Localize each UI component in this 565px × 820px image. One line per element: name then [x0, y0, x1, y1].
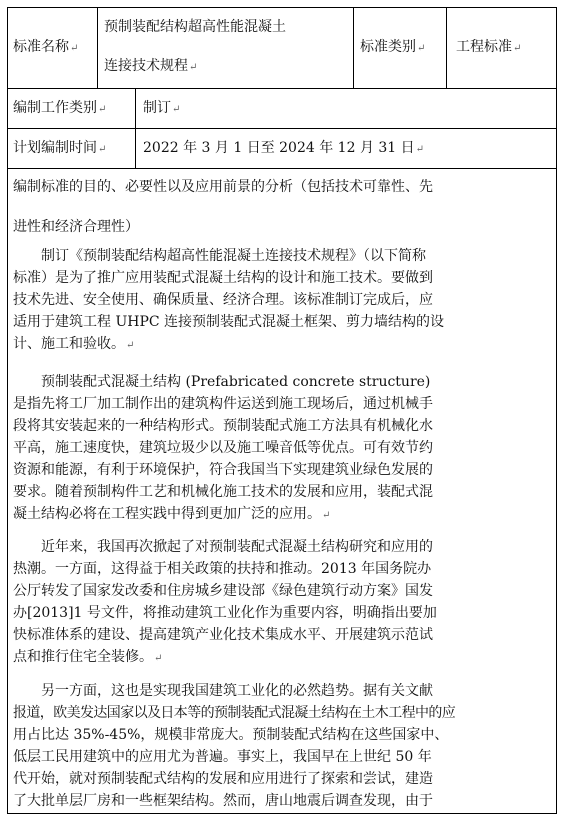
work-type-label: 编制工作类别↵ [13, 100, 107, 116]
table-border-bottom [7, 813, 556, 814]
text-line: 低层工民用建筑中的应用尤为普遍。事实上，我国早在上世纪 50 年 [13, 749, 432, 765]
heading-line: 编制标准的目的、必要性以及应用前景的分析（包括技术可靠性、先 [13, 179, 433, 195]
text-line: 了大批单层厂房和一些框架结构。然而，唐山地震后调查发现，由于 [13, 793, 433, 809]
text-line: 凝土结构必将在工程实践中得到更加广泛的应用。↵ [13, 506, 331, 522]
table-rule [97, 7, 98, 89]
text-line: 报道，欧美发达国家以及日本等的预制装配式混凝土结构在土木工程中的应 [13, 705, 456, 721]
std-category-value: 工程标准↵ [456, 39, 522, 55]
table-border-top [7, 7, 556, 8]
std-name-value-line1: 预制装配结构超高性能混凝土 [104, 19, 286, 35]
plan-time-value: 2022 年 3 月 1 日至 2024 年 12 月 31 日↵ [143, 140, 425, 156]
table-rule [7, 168, 556, 169]
text-line: 点和推行住宅全装修。↵ [13, 649, 163, 665]
text-line: 用占比达 35%-45%，规模非常庞大。预制装配式结构在这些国家中、 [13, 727, 449, 743]
text-line: 办[2013]1 号文件，将推动建筑工业化作为重要内容，明确指出要加 [13, 605, 437, 621]
table-rule [446, 7, 447, 89]
text-line: 代开始，就对预制装配式结构的发展和应用进行了探索和尝试，建造 [13, 771, 433, 787]
std-name-label: 标准名称↵ [13, 39, 79, 55]
text-line: 适用于建筑工程 UHPC 连接预制装配式混凝土框架、剪力墙结构的设 [13, 314, 445, 330]
text-line: 热潮。一方面，这得益于相关政策的扶持和推动。2013 年国务院办 [13, 561, 432, 577]
text-line: 公厅转发了国家发改委和住房城乡建设部《绿色建筑行动方案》国发 [13, 583, 433, 599]
text-line: 技术先进、安全使用、确保质量、经济合理。该标准制订完成后，应 [13, 292, 433, 308]
text-line: 是指先将工厂加工制作出的建筑构件运送到施工现场后，通过机械手 [13, 396, 433, 412]
heading-line: 进性和经济合理性） [13, 219, 139, 235]
text-line: 要求。随着预制构件工艺和机械化施工技术的发展和应用，装配式混 [13, 484, 433, 500]
std-category-label: 标准类别↵ [360, 39, 426, 55]
text-line: 近年来，我国再次掀起了对预制装配式混凝土结构研究和应用的 [41, 539, 433, 555]
text-line: 快标准体系的建设、提高建筑产业化技术集成水平、开展建筑示范试 [13, 627, 433, 643]
text-line: 制订《预制装配结构超高性能混凝土连接技术规程》（以下简称 [41, 248, 426, 264]
work-type-value: 制订↵ [143, 100, 181, 116]
text-line: 预制装配式混凝土结构 (Prefabricated concrete structure) [41, 374, 431, 390]
table-border-left [7, 7, 8, 814]
table-border-right [556, 7, 557, 814]
text-line: 计、施工和验收。↵ [13, 336, 135, 352]
text-line: 段将其安装起来的一种结构形式。预制装配式施工方法具有机械化水 [13, 418, 433, 434]
std-name-value-line2: 连接技术规程↵ [104, 58, 198, 74]
table-rule [135, 88, 136, 169]
table-rule [7, 88, 556, 89]
table-rule [7, 128, 556, 129]
text-line: 标准）是为了推广应用装配式混凝土结构的设计和施工技术。要做到 [13, 270, 433, 286]
table-rule [353, 7, 354, 89]
text-line: 平高，施工速度快，建筑垃圾少以及施工噪音低等优点。可有效节约 [13, 440, 433, 456]
text-line: 另一方面，这也是实现我国建筑工业化的必然趋势。据有关文献 [41, 683, 433, 699]
text-line: 资源和能源，有利于环境保护，符合我国当下实现建筑业绿色发展的 [13, 462, 433, 478]
plan-time-label: 计划编制时间↵ [13, 140, 107, 156]
